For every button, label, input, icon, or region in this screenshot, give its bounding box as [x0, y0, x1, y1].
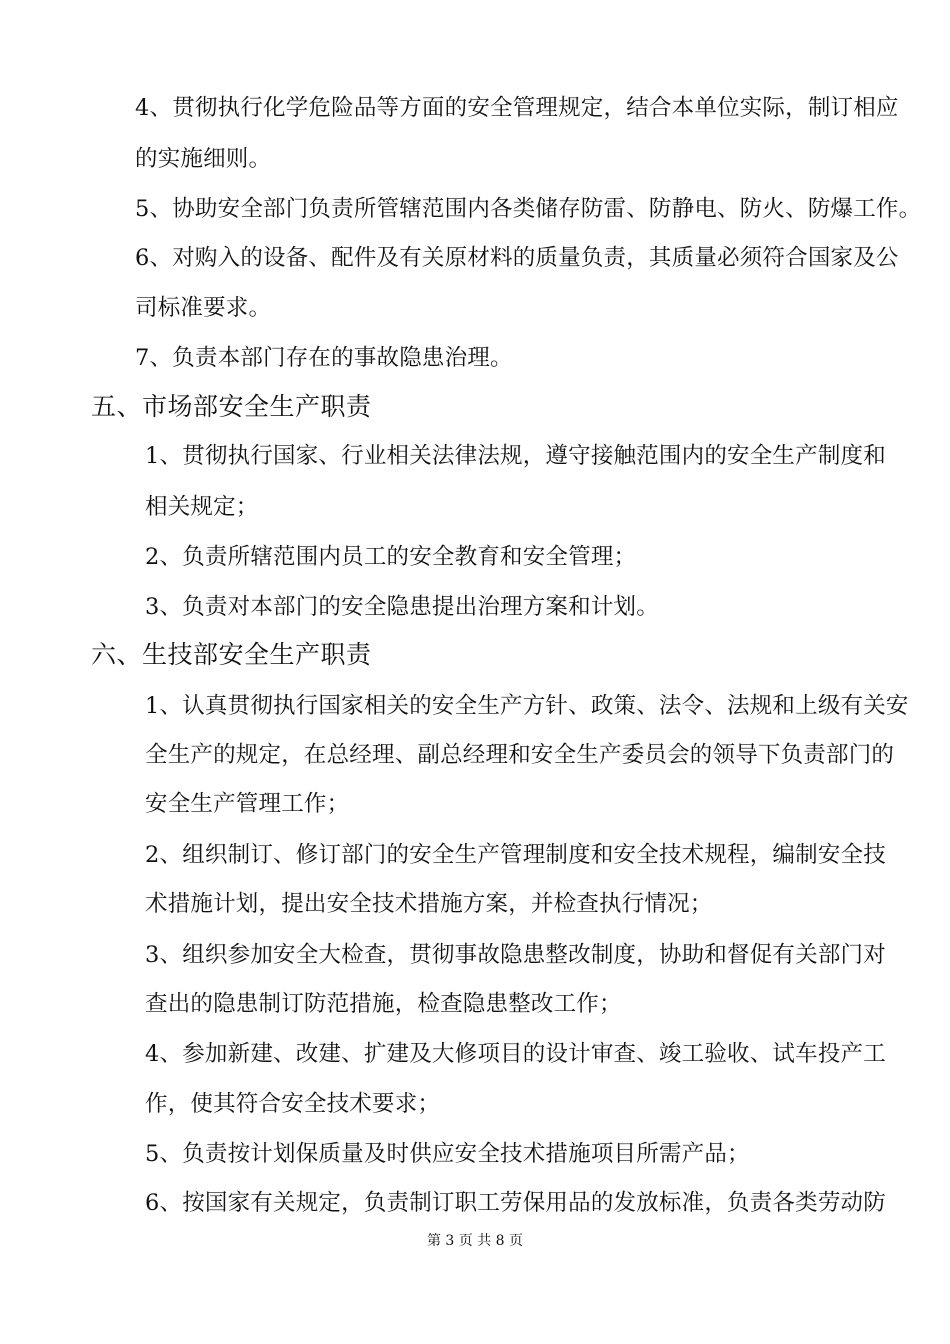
- section6-heading: 六、生技部安全生产职责: [91, 640, 372, 669]
- section5-item2: 2、负责所辖范围内员工的安全教育和安全管理；: [145, 544, 637, 570]
- section5-item1-line1: 1、贯彻执行国家、行业相关法律法规，遵守接触范围内的安全生产制度和: [145, 443, 886, 469]
- section4-item5: 5、协助安全部门负责所管辖范围内各类储存防雷、防静电、防火、防爆工作。: [135, 196, 922, 222]
- section5-item1-line2: 相关规定；: [145, 494, 259, 520]
- section6-item1-line3: 安全生产管理工作；: [145, 791, 350, 817]
- section6-item4-line2: 作，使其符合安全技术要求；: [145, 1091, 441, 1117]
- section4-item7: 7、负责本部门存在的事故隐患治理。: [135, 345, 513, 371]
- section4-item6-line1: 6、对购入的设备、配件及有关原材料的质量负责，其质量必须符合国家及公: [135, 245, 899, 271]
- section4-item4-line1: 4、贯彻执行化学危险品等方面的安全管理规定，结合本单位实际，制订相应: [135, 95, 899, 121]
- section6-item3-line1: 3、组织参加安全大检查，贯彻事故隐患整改制度，协助和督促有关部门对: [145, 942, 886, 968]
- section6-item1-line1: 1、认真贯彻执行国家相关的安全生产方针、政策、法令、法规和上级有关安: [145, 693, 909, 719]
- section6-item4-line1: 4、参加新建、改建、扩建及大修项目的设计审查、竣工验收、试车投产工: [145, 1041, 886, 1067]
- section6-item5: 5、负责按计划保质量及时供应安全技术措施项目所需产品；: [145, 1141, 750, 1167]
- section6-item1-line2: 全生产的规定，在总经理、副总经理和安全生产委员会的领导下负责部门的: [145, 742, 895, 768]
- section6-item6-line1: 6、按国家有关规定，负责制订职工劳保用品的发放标准，负责各类劳动防: [145, 1190, 886, 1216]
- section6-item2-line1: 2、组织制订、修订部门的安全生产管理制度和安全技术规程，编制安全技: [145, 842, 886, 868]
- section6-item3-line2: 查出的隐患制订防范措施，检查隐患整改工作；: [145, 991, 622, 1017]
- section5-item3: 3、负责对本部门的安全隐患提出治理方案和计划。: [145, 594, 659, 620]
- section6-item2-line2: 术措施计划，提出安全技术措施方案，并检查执行情况；: [145, 891, 713, 917]
- page-number-footer: 第 3 页 共 8 页: [426, 1233, 524, 1249]
- section5-heading: 五、市场部安全生产职责: [91, 392, 372, 421]
- section4-item4-line2: 的实施细则。: [135, 146, 272, 172]
- section4-item6-line2: 司标准要求。: [135, 295, 272, 321]
